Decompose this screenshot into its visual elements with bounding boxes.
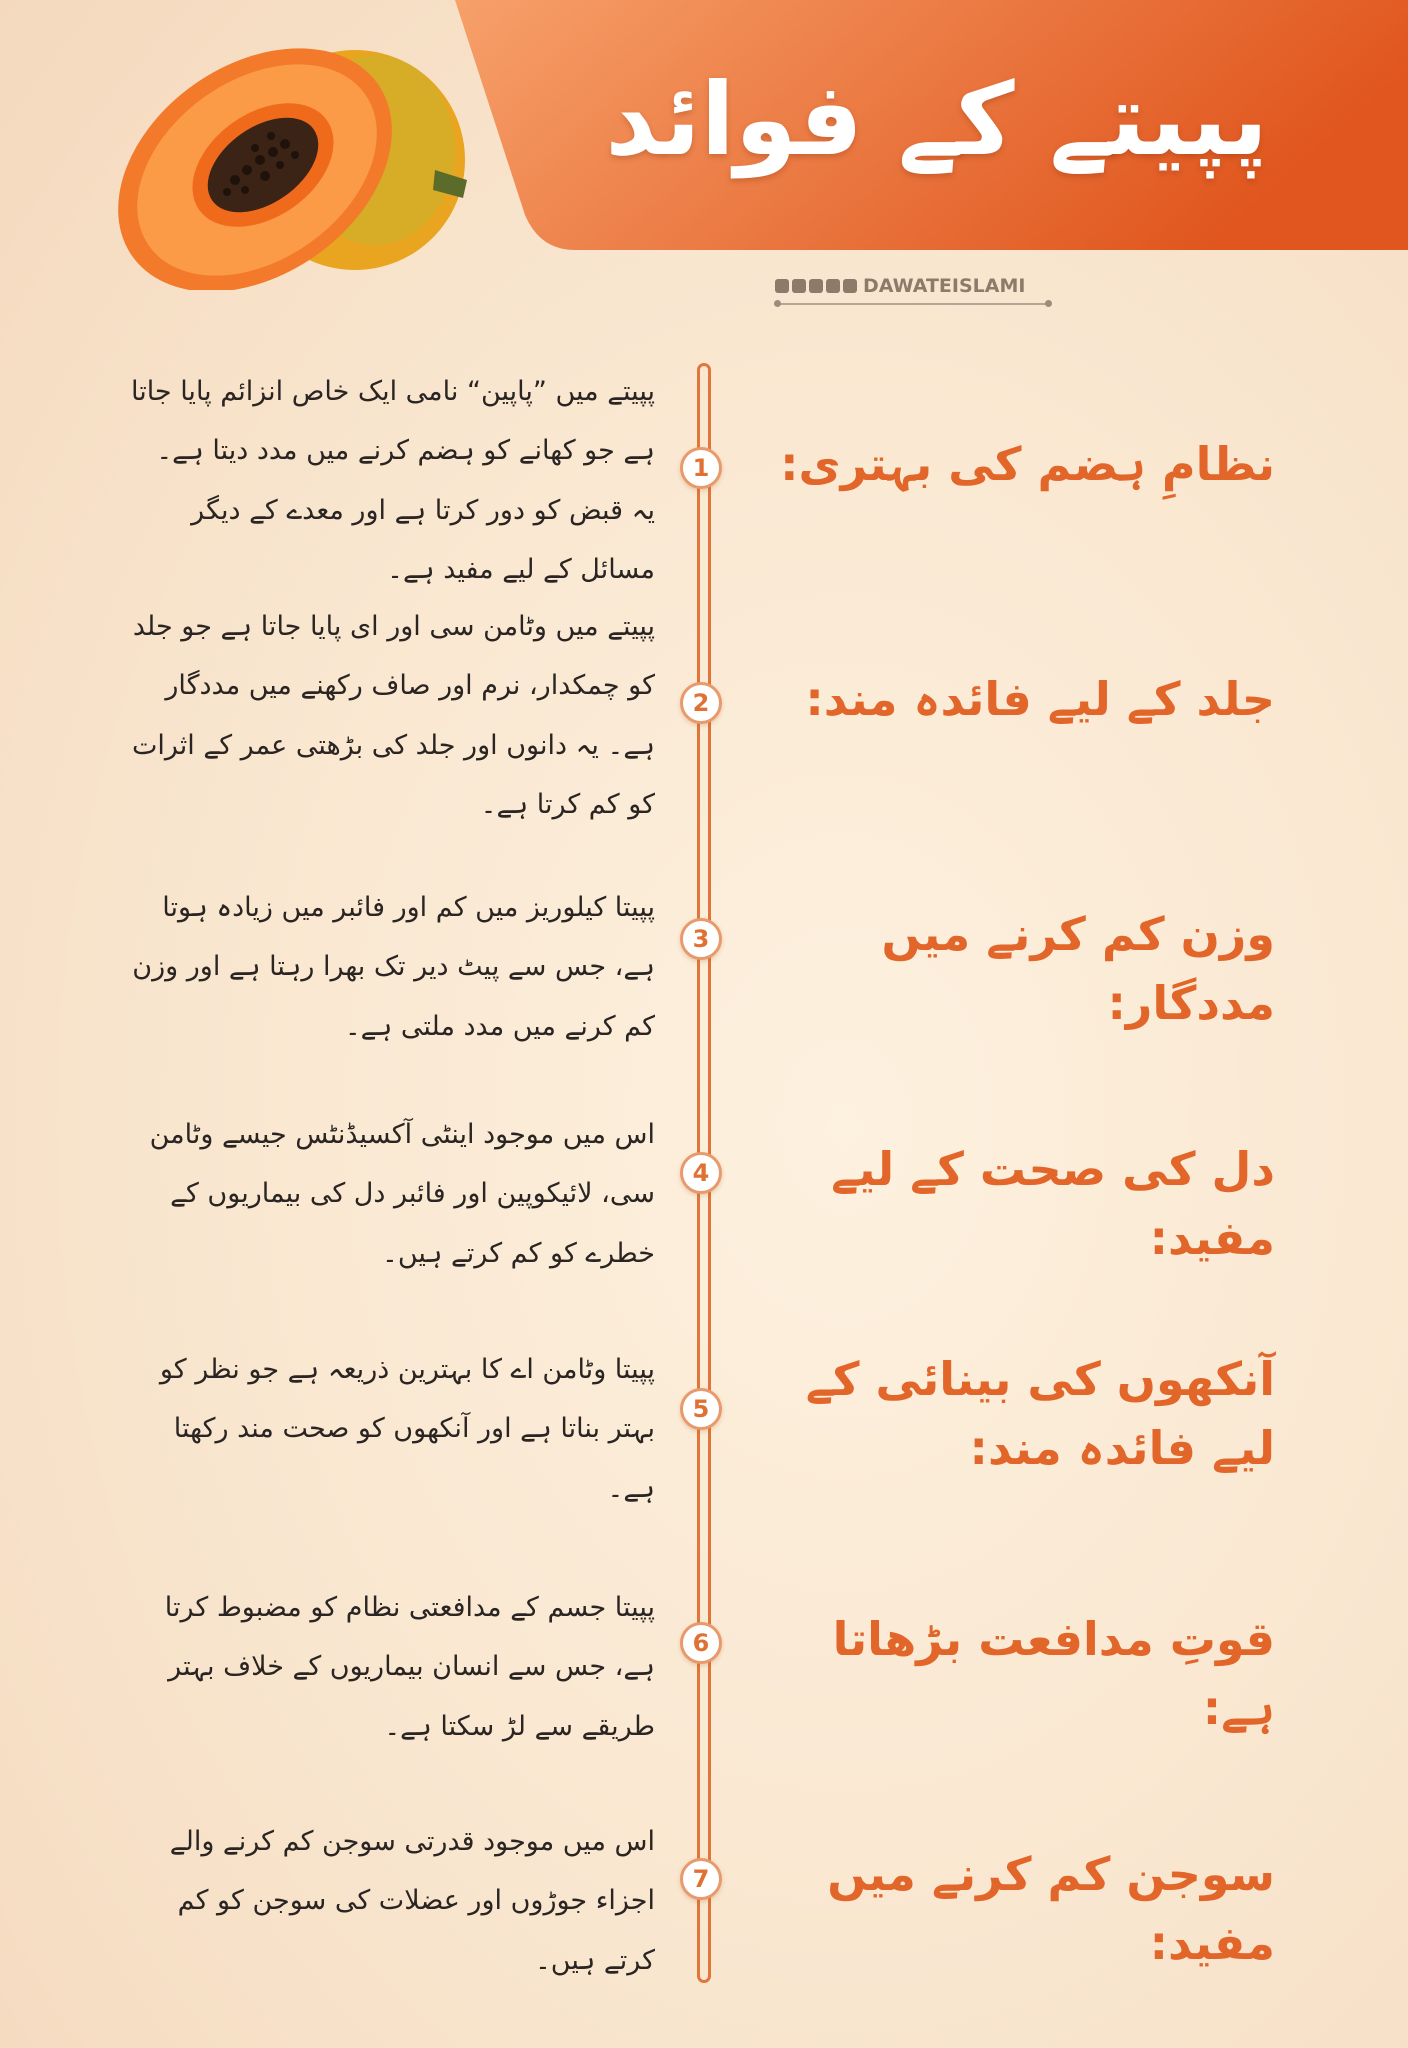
benefit-description: اس میں موجود اینٹی آکسیڈنٹس جیسے وٹامن سی، لائیکوپین اور فائبر دل کی بیماریوں کے خطرے کو کم کرتے ہیں۔ (149, 1119, 655, 1269)
benefit-description: پپیتے میں ”پاپین“ نامی ایک خاص انزائم پایا جاتا ہے جو کھانے کو ہضم کرنے میں مدد دیتا ہے۔ یہ قبض کو دور کرتا ہے اور معدے کے دیگر مسائل کے لیے مفید ہے۔ (130, 376, 655, 586)
benefit-description: پپیتا وٹامن اے کا بہترین ذریعہ ہے جو نظر کو بہتر بناتا ہے اور آنکھوں کو صحت مند رکھتا ہے۔ (159, 1354, 655, 1504)
instagram-icon (809, 279, 823, 293)
benefit-title: آنکھوں کی بینائی کے لیے فائدہ مند: (805, 1352, 1275, 1475)
tiktok-icon (843, 279, 857, 293)
benefit-number: 3 (680, 918, 722, 960)
youtube-icon (792, 279, 806, 293)
x-icon (826, 279, 840, 293)
brand-name: DAWATEISLAMI (863, 275, 1026, 297)
benefit-number: 5 (680, 1388, 722, 1430)
facebook-icon (775, 279, 789, 293)
benefit-description: اس میں موجود قدرتی سوجن کم کرنے والے اجزاء جوڑوں اور عضلات کی سوجن کو کم کرتے ہیں۔ (169, 1826, 655, 1976)
papaya-image (95, 20, 475, 290)
brand-logo (775, 275, 1025, 297)
social-icons (775, 279, 857, 293)
page-title: پپیتے کے فوائد (605, 61, 1268, 178)
benefit-number: 2 (680, 682, 722, 724)
benefit-title: نظامِ ہضم کی بہتری: (780, 437, 1275, 491)
benefit-title: دل کی صحت کے لیے مفید: (831, 1142, 1275, 1265)
benefit-title: جلد کے لیے فائدہ مند: (805, 672, 1275, 726)
benefit-title: قوتِ مدافعت بڑھاتا ہے: (832, 1612, 1275, 1735)
benefit-description: پپیتا کیلوریز میں کم اور فائبر میں زیادہ ہوتا ہے، جس سے پیٹ دیر تک بھرا رہتا ہے اور وزن کم کرنے میں مدد ملتی ہے۔ (132, 892, 655, 1042)
benefit-title: وزن کم کرنے میں مددگار: (881, 907, 1275, 1030)
benefit-title: سوجن کم کرنے میں مفید: (827, 1847, 1275, 1970)
benefit-description: پپیتا جسم کے مدافعتی نظام کو مضبوط کرتا ہے، جس سے انسان بیماریوں کے خلاف بہتر طریقے سے لڑ سکتا ہے۔ (164, 1592, 655, 1742)
benefit-number: 7 (680, 1858, 722, 1900)
benefit-number: 1 (680, 447, 722, 489)
benefit-number: 4 (680, 1152, 722, 1194)
benefit-number: 6 (680, 1622, 722, 1664)
brand-divider (778, 303, 1048, 305)
benefit-description: پپیتے میں وٹامن سی اور ای پایا جاتا ہے جو جلد کو چمکدار، نرم اور صاف رکھنے میں مددگار ہے۔ یہ دانوں اور جلد کی بڑھتی عمر کے اثرات کو کم کرتا ہے۔ (131, 611, 655, 821)
